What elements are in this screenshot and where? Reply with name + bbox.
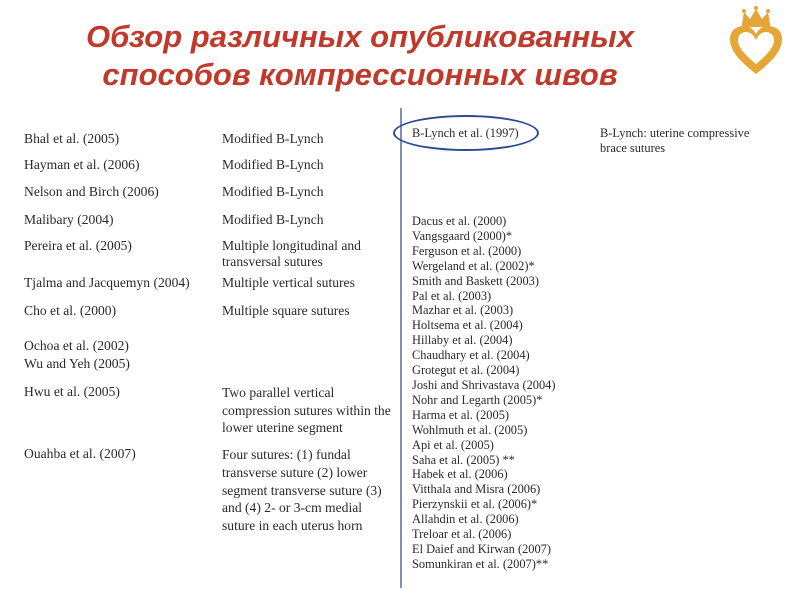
reference-item: Wergeland et al. (2002)*	[412, 258, 535, 273]
title-line-2: способов компрессионных швов	[102, 57, 618, 92]
reference-item: Smith and Baskett (2003)	[412, 273, 539, 288]
reference-item: Pal et al. (2003)	[412, 288, 492, 303]
method-cell: Multiple longitudinal and transversal sutures	[222, 238, 361, 269]
reference-item: Vitthala and Misra (2006)	[412, 482, 541, 497]
reference-item: Pierzynskii et al. (2006)*	[412, 497, 538, 512]
author-cell: Cho et al. (2000)	[24, 303, 117, 318]
reference-item: Ferguson et al. (2000)	[412, 243, 522, 258]
author-cell: Wu and Yeh (2005)	[24, 356, 130, 371]
author-cell: Hayman et al. (2006)	[24, 157, 140, 172]
author-cell: Pereira et al. (2005)	[24, 238, 132, 253]
reference-item: Grotegut et al. (2004)	[412, 363, 520, 378]
suture-methods-table	[24, 0, 394, 600]
column-divider	[400, 108, 402, 588]
method-cell: Modified B-Lynch	[222, 212, 324, 227]
blynch-reference: B-Lynch et al. (1997)	[412, 126, 519, 140]
method-cell: Modified B-Lynch	[222, 184, 324, 199]
reference-item: Nohr and Legarth (2005)*	[412, 392, 543, 407]
reference-list	[412, 214, 556, 572]
author-cell: Nelson and Birch (2006)	[24, 184, 159, 199]
title-line-1: Обзор различных опубликованных	[86, 19, 634, 54]
reference-item: Mazhar et al. (2003)	[412, 303, 514, 318]
method-cell: Modified B-Lynch	[222, 131, 324, 146]
reference-item: Habek et al. (2006)	[412, 467, 508, 482]
author-cell: Ouahba et al. (2007)	[24, 446, 136, 461]
reference-item: Allahdin et al. (2006)	[412, 512, 519, 527]
author-cell: Malibary (2004)	[24, 212, 114, 227]
author-cell: Bhal et al. (2005)	[24, 131, 120, 146]
reference-item: El Daief and Kirwan (2007)	[412, 541, 552, 556]
reference-item: Holtsema et al. (2004)	[412, 318, 523, 333]
reference-item: Hillaby et al. (2004)	[412, 333, 513, 348]
blynch-description: B-Lynch: uterine compressive brace sutures	[600, 126, 750, 156]
method-cell: Multiple vertical sutures	[222, 275, 355, 290]
reference-item: Dacus et al. (2000)	[412, 214, 507, 228]
reference-item: Wohlmuth et al. (2005)	[412, 422, 528, 437]
reference-item: Vangsgaard (2000)*	[412, 228, 513, 243]
reference-item: Chaudhary et al. (2004)	[412, 348, 530, 363]
method-cell: Four sutures: (1) fundal transverse suture (2) lower segment transverse suture (3) and (4) 2- or 3-cm medial suture in each uterus horn	[222, 447, 382, 534]
method-cell: Two parallel vertical compression sutures within the lower uterine segment	[222, 385, 391, 435]
reference-item: Saha et al. (2005) **	[412, 452, 515, 467]
reference-item: Harma et al. (2005)	[412, 407, 510, 422]
reference-item: Treloar et al. (2006)	[412, 527, 512, 542]
method-cell: Modified B-Lynch	[222, 157, 324, 172]
crowned-heart-icon	[728, 4, 784, 76]
method-cell: Multiple square sutures	[222, 303, 350, 318]
reference-item: Somunkiran et al. (2007)**	[412, 556, 549, 571]
author-cell: Hwu et al. (2005)	[24, 384, 120, 399]
author-cell: Tjalma and Jacquemyn (2004)	[24, 275, 190, 290]
author-cell: Ochoa et al. (2002)	[24, 338, 129, 353]
reference-item: Joshi and Shrivastava (2004)	[412, 377, 556, 392]
reference-item: Api et al. (2005)	[412, 437, 494, 452]
